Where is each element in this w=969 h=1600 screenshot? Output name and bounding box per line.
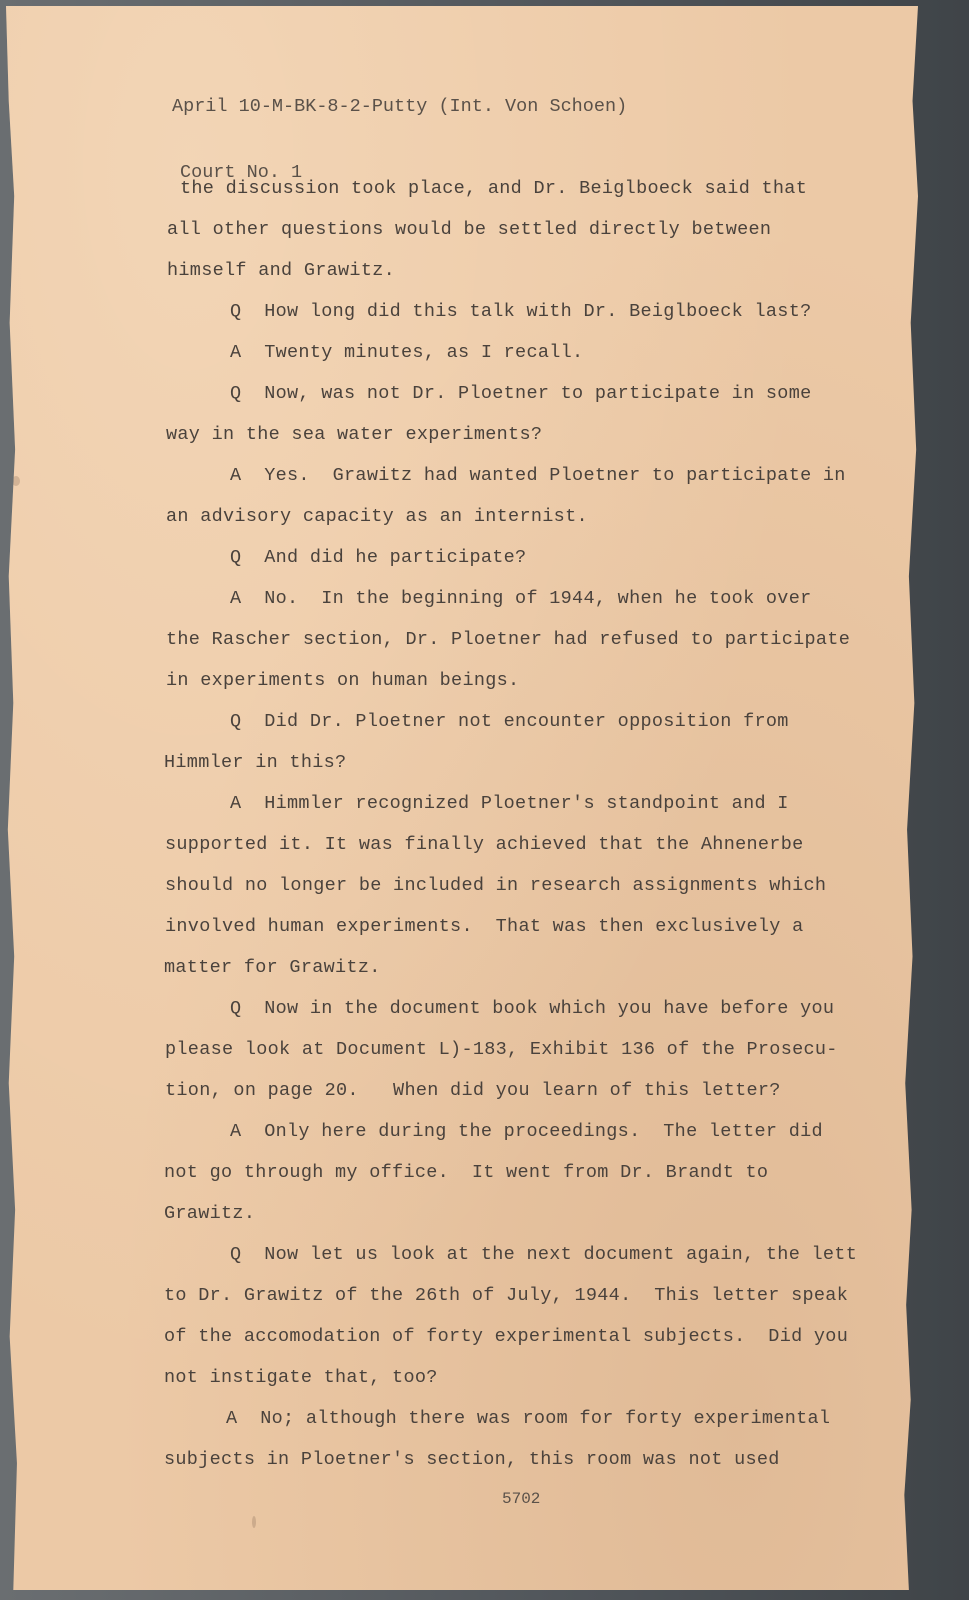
- transcript-line: Q Did Dr. Ploetner not encounter opposition from: [230, 711, 789, 732]
- transcript-line: subjects in Ploetner's section, this room was not used: [164, 1449, 780, 1470]
- transcript-line: A Himmler recognized Ploetner's standpoint and I: [230, 793, 789, 814]
- page-number: 5702: [502, 1490, 541, 1508]
- transcript-line: to Dr. Grawitz of the 26th of July, 1944. This letter speak: [164, 1285, 849, 1306]
- transcript-line: not go through my office. It went from Dr. Brandt to: [164, 1162, 769, 1183]
- transcript-line: in experiments on human beings.: [166, 670, 520, 691]
- header-line-1: April 10-M-BK-8-2-Putty (Int. Von Schoen): [172, 96, 628, 117]
- transcript-line: please look at Document L)-183, Exhibit 136 of the Prosecu-: [165, 1039, 838, 1060]
- transcript-line: Q Now in the document book which you have before you: [230, 998, 835, 1019]
- transcript-line: Q And did he participate?: [230, 547, 527, 568]
- transcript-line: himself and Grawitz.: [167, 260, 396, 281]
- transcript-line: Grawitz.: [164, 1203, 256, 1224]
- transcript-line: tion, on page 20. When did you learn of this letter?: [165, 1080, 781, 1101]
- transcript-line: should no longer be included in research assignments which: [165, 875, 827, 896]
- transcript-line: involved human experiments. That was then exclusively a: [165, 916, 804, 937]
- transcript-line: Q Now let us look at the next document again, the lett: [230, 1244, 858, 1265]
- transcript-line: way in the sea water experiments?: [166, 424, 543, 445]
- transcript-line: Himmler in this?: [164, 752, 347, 773]
- transcript-line: all other questions would be settled directly between: [167, 219, 772, 240]
- transcript-line: Q Now, was not Dr. Ploetner to participate in some: [230, 383, 812, 404]
- transcript-line: the Rascher section, Dr. Ploetner had refused to participate: [166, 629, 851, 650]
- header-line-2: Court No. 1: [180, 162, 303, 183]
- transcript-line: supported it. It was finally achieved that the Ahnenerbe: [165, 834, 804, 855]
- transcript-line: A Twenty minutes, as I recall.: [230, 342, 584, 363]
- transcript-line: matter for Grawitz.: [164, 957, 381, 978]
- transcript-line: A No; although there was room for forty experimental: [226, 1408, 831, 1429]
- transcript-line: Q How long did this talk with Dr. Beiglboeck last?: [230, 301, 812, 322]
- transcript-line: A Only here during the proceedings. The letter did: [230, 1121, 823, 1142]
- transcript-line: the discussion took place, and Dr. Beiglboeck said that: [180, 178, 808, 199]
- transcript-line: not instigate that, too?: [164, 1367, 438, 1388]
- transcript-line: A Yes. Grawitz had wanted Ploetner to participate in: [230, 465, 846, 486]
- paper-stain: [252, 1516, 256, 1528]
- transcript-line: of the accomodation of forty experimental subjects. Did you: [164, 1326, 849, 1347]
- transcript-line: A No. In the beginning of 1944, when he took over: [230, 588, 812, 609]
- transcript-line: an advisory capacity as an internist.: [166, 506, 588, 527]
